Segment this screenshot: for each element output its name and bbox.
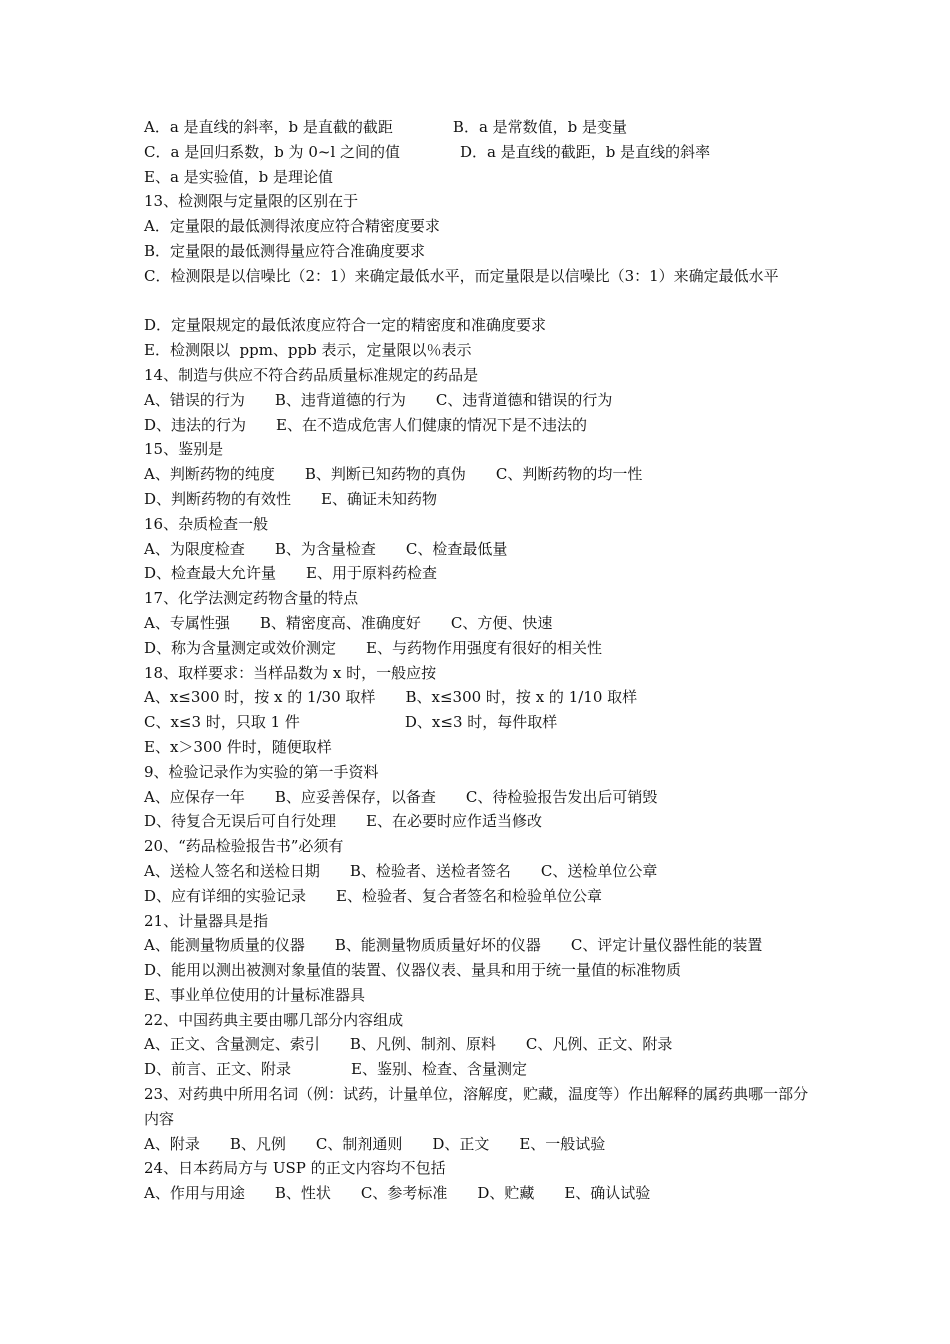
question-20-stem: 20、“药品检验报告书”必须有 <box>144 837 344 856</box>
question-22-stem: 22、中国药典主要由哪几部分内容组成 <box>144 1010 404 1029</box>
text-line: A、为限度检查 B、为含量检查 C、检查最低量 <box>144 539 508 558</box>
document-body <box>144 115 812 1206</box>
text-line: C．检测限是以信噪比（2：1）来确定最低水平，而定量限是以信噪比（3：1）来确定最低水平 <box>144 266 779 285</box>
text-line: A、x≤300 时，按 x 的 1/30 取样 B、x≤300 时，按 x 的 1/10 取样 <box>144 688 638 707</box>
text-line: E、a 是实验值，b 是理论值 <box>144 167 334 186</box>
question-16-stem: 16、杂质检查一般 <box>144 514 269 533</box>
text-line: E．检测限以 ppm、ppb 表示，定量限以％表示 <box>144 341 472 360</box>
text-line: A、正文、含量测定、索引 B、凡例、制剂、原料 C、凡例、正文、附录 <box>144 1035 673 1054</box>
question-15-stem: 15、鉴别是 <box>144 440 224 459</box>
question-23-stem: 23、对药典中所用名词（例：试药，计量单位，溶解度，贮藏，温度等）作出解释的属药典哪一部分内容 <box>144 1085 809 1128</box>
text-line: A、作用与用途 B、性状 C、参考标准 D、贮藏 E、确认试验 <box>144 1184 651 1203</box>
text-line: D．定量限规定的最低浓度应符合一定的精密度和准确度要求 <box>144 316 547 335</box>
text-line: B．定量限的最低测得量应符合准确度要求 <box>144 241 426 260</box>
question-13-stem: 13、检测限与定量限的区别在于 <box>144 192 359 211</box>
text-line: D、待复合无误后可自行处理 E、在必要时应作适当修改 <box>144 812 542 831</box>
text-line: C、x≤3 时，只取 1 件 D、x≤3 时，每件取样 <box>144 713 558 732</box>
question-18-stem: 18、取样要求：当样品数为 x 时，一般应按 <box>144 663 437 682</box>
text-line: A、错误的行为 B、违背道德的行为 C、违背道德和错误的行为 <box>144 390 613 409</box>
text-line: E、x＞300 件时，随便取样 <box>144 737 332 756</box>
text-line: D、判断药物的有效性 E、确证未知药物 <box>144 489 437 508</box>
question-19-stem: 9、检验记录作为实验的第一手资料 <box>144 762 379 781</box>
question-17-stem: 17、化学法测定药物含量的特点 <box>144 589 359 608</box>
question-21-stem: 21、计量器具是指 <box>144 911 269 930</box>
text-line: A、应保存一年 B、应妥善保存，以备查 C、待检验报告发出后可销毁 <box>144 787 658 806</box>
text-line: A、附录 B、凡例 C、制剂通则 D、正文 E、一般试验 <box>144 1134 606 1153</box>
text-line: A、判断药物的纯度 B、判断已知药物的真伪 C、判断药物的均一性 <box>144 465 643 484</box>
text-line: C．a 是回归系数，b 为 0~l 之间的值 D．a 是直线的截距，b 是直线的斜率 <box>144 142 711 161</box>
text-line: D、前言、正文、附录 E、鉴别、检查、含量测定 <box>144 1060 527 1079</box>
text-line: D、检查最大允许量 E、用于原料药检查 <box>144 564 437 583</box>
text-line: D、称为含量测定或效价测定 E、与药物作用强度有很好的相关性 <box>144 638 602 657</box>
text-line: A．a 是直线的斜率，b 是直截的截距 B．a 是常数值，b 是变量 <box>144 118 628 136</box>
text-line: A．定量限的最低测得浓度应符合精密度要求 <box>144 217 440 236</box>
question-24-stem: 24、日本药局方与 USP 的正文内容均不包括 <box>144 1159 446 1178</box>
text-line: D、违法的行为 E、在不造成危害人们健康的情况下是不违法的 <box>144 415 587 434</box>
text-line: E、事业单位使用的计量标准器具 <box>144 985 365 1004</box>
text-line: A、专属性强 B、精密度高、准确度好 C、方便、快速 <box>144 613 553 632</box>
question-14-stem: 14、制造与供应不符合药品质量标准规定的药品是 <box>144 365 479 384</box>
text-line: A、送检人签名和送检日期 B、检验者、送检者签名 C、送检单位公章 <box>144 861 658 880</box>
text-line: A、能测量物质量的仪器 B、能测量物质质量好坏的仪器 C、评定计量仪器性能的装置 D、能用以测出被测对象量值的装置、仪器仪表、量具和用于统一量值的标准物质 <box>144 936 793 980</box>
text-line: D、应有详细的实验记录 E、检验者、复合者签名和检验单位公章 <box>144 886 602 905</box>
